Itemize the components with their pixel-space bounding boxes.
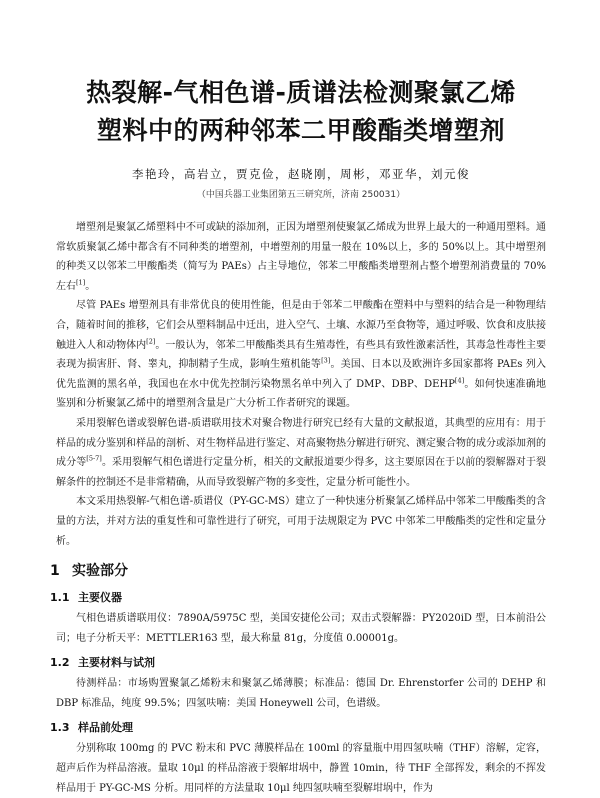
article-title [56,74,546,150]
intro-paragraph-4: 本文采用热裂解-气相色谱-质谱仪（PY-GC-MS）建立了一种快速分析聚氯乙烯样品中邻苯二甲酸酯类的含量的方法，并对方法的重复性和可靠性进行了研究，可用于法规限定为 PVC 中邻苯二甲酸酯类的定性和定量分析。 [56,496,546,547]
materials-paragraph: 待测样品：市场购置聚氯乙烯粉末和聚氯乙烯薄膜；标准品：德国 Dr. Ehrenstorfer 公司的 DEHP 和 DBP 标准品，纯度 99.5%；四氢呋喃：美国 Honeywell 公司，色谱级。 [56,678,546,709]
intro-paragraph-3: 采用裂解色谱或裂解色谱-质谱联用技术对聚合物进行研究已经有大量的文献报道，其典型的应用有：用于样品的成分鉴别和样品的剖析、对生物样品进行鉴定、对高聚物热分解进行研究、测定聚合物的成分或添加剂的成分等[5-7]。采用裂解气相色谱进行定量分析，相关的文献报道要少得多，这主要原因在于以前的裂解器对于裂解条件的控制还不是非常精确，从而导致裂解产物的多变性，定量分析可能性小。 [56,417,547,488]
subsection-heading-1-3: 1.3 样品前处理 [50,721,133,735]
title-line-1: 热裂解-气相色谱-质谱法检测聚氯乙烯 [86,78,516,107]
citation: [2] [146,337,156,346]
citation: [4] [454,376,465,385]
affiliation: （中国兵器工业集团第五三研究所，济南 250031） [196,190,406,200]
subsection-heading-1-1: 1.1 主要仪器 [50,591,122,605]
title-line-2: 塑料中的两种邻苯二甲酸酯类增塑剂 [96,116,505,145]
author-list: 李艳玲，高岩立，贾克俭，赵晓刚，周彬，邓亚华，刘元俊 [132,167,470,181]
sample-prep-paragraph: 分别称取 100mg 的 PVC 粉末和 PVC 薄膜样品在 100ml 的容量瓶中用四氢呋喃（THF）溶解，定容，超声后作为样品溶液。量取 10μl 的样品溶液于裂解坩埚中，静置 10min，待 THF 全部挥发，剩余的不挥发样品用于 PY-GC-MS 分析。用同样的方法量取 10μl 纯四氢呋喃至裂解坩埚中，作为 [56,743,546,794]
instruments-paragraph: 气相色谱质谱联用仪：7890A/5975C 型，美国安捷伦公司；双击式裂解器：PY2020iD 型，日本前沿公司；电子分析天平：METTLER163 型，最大称量 81g，分度值 0.00001g。 [56,613,546,644]
intro-paragraph-2: 尽管 PAEs 增塑剂具有非常优良的使用性能，但是由于邻苯二甲酸酯在塑料中与塑料的结合是一种物理结合，随着时间的推移，它们会从塑料制品中迁出，进入空气、土壤、水源乃至食物等，通过呼吸、饮食和皮肤接触进入人和动物体内[2]。一般认为，邻苯二甲酸酯类具有生殖毒性，有些具有致性激素活性，其毒急性毒性主要表现为损害肝、肾、睾丸，抑制精子生成，影响生殖机能等[3]。美国、日本以及欧洲许多国家都将 PAEs 列入优先监测的黑名单，我国也在水中优先控制污染物黑名单中列入了 DMP、DBP、DEHP[4]。如何快速准确地鉴别和分析聚氯乙烯中的增塑剂含量是广大分析工作者研究的课题。 [56,300,547,410]
citation: [5-7] [86,454,102,463]
citation: [3] [321,356,331,365]
article-body [50,218,547,798]
citation: [1] [76,278,86,287]
section-heading-1: 1 实验部分 [50,563,128,580]
subsection-heading-1-2: 1.2 主要材料与试剂 [50,656,155,670]
intro-paragraph-1: 增塑剂是聚氯乙烯塑料中不可或缺的添加剂，正因为增塑剂使聚氯乙烯成为世界上最大的一种通用塑料。通常软质聚氯乙烯中都含有不同种类的增塑剂，中增塑剂的用量一般在 10%以上，多的 50%以上。其中增塑剂的种类又以邻苯二甲酸酯类（简写为 PAEs）占主导地位，邻苯二甲酸酯类增塑剂占整个增塑剂消费量的 70%左右[1]。 [56,222,546,292]
